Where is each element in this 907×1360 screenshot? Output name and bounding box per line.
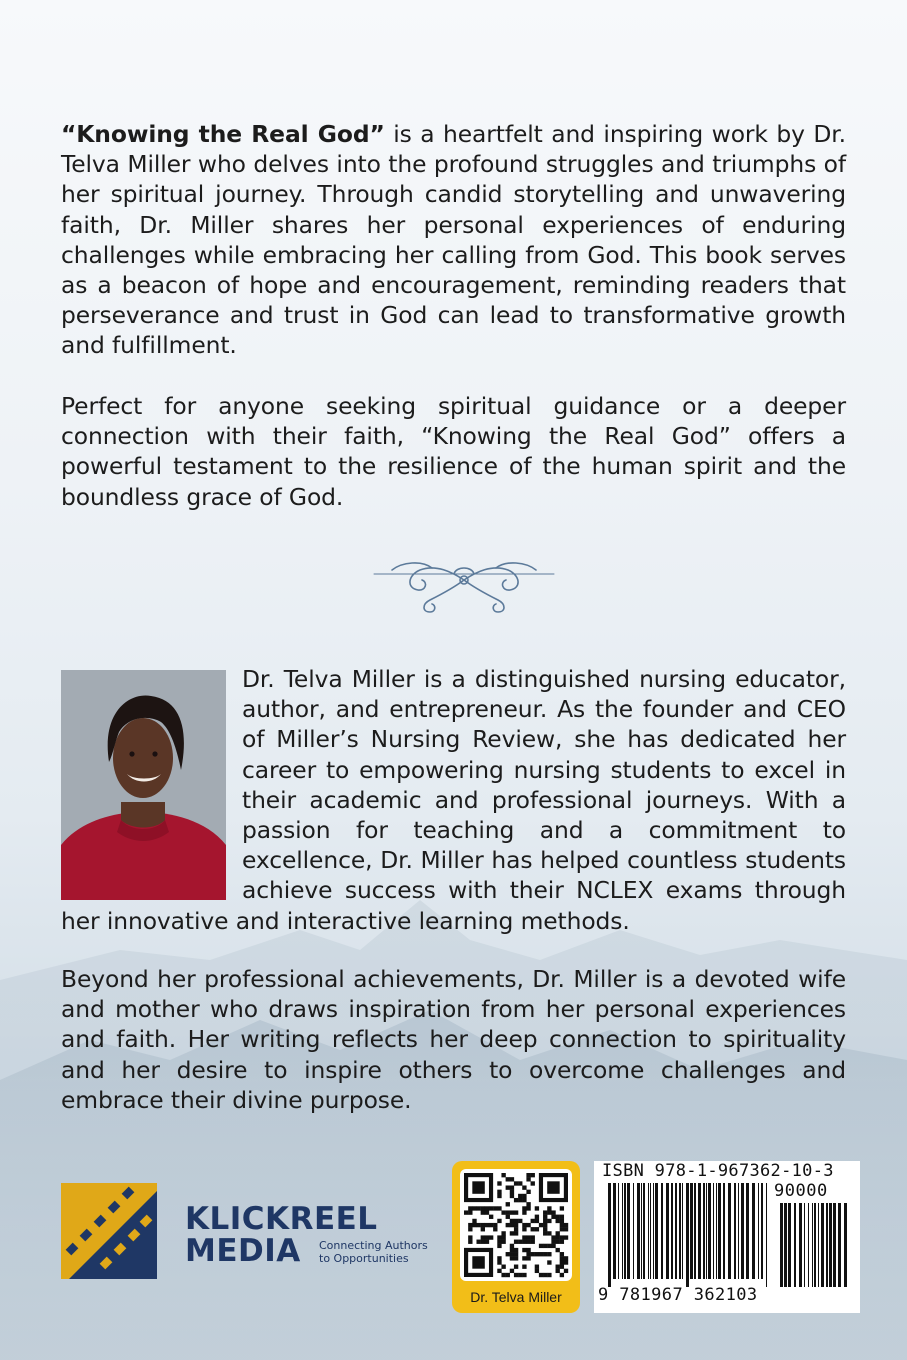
publisher-name-line1: KLICKREEL bbox=[185, 1201, 378, 1237]
isbn-label: ISBN 978-1-967362-10-3 bbox=[602, 1161, 834, 1181]
book-recommendation-paragraph: Perfect for anyone seeking spiritual guidance or a deeper connection with their faith, “Knowing the Real God” offers a powerful testament to the resilience of the human spirit and the boundless grace of God. bbox=[61, 392, 846, 511]
publisher-tagline-line2: to Opportunities bbox=[319, 1251, 409, 1265]
barcode-addon: 90000 bbox=[774, 1181, 828, 1201]
qr-code-icon[interactable] bbox=[460, 1169, 572, 1281]
publisher-logo bbox=[61, 1183, 441, 1279]
author-bio-section bbox=[61, 664, 846, 936]
ean-barcode-icon bbox=[608, 1183, 852, 1287]
qr-code-card[interactable] bbox=[452, 1161, 580, 1313]
author-photo bbox=[61, 670, 226, 900]
book-description-paragraph bbox=[61, 119, 846, 361]
book-description-body: is a heartfelt and inspiring work by Dr. Telva Miller who delves into the profound struggles and triumphs of her spiritual journey. Through candid storytelling and unwavering faith, Dr. Miller shares her personal experiences of enduring challenges while embracing her calling from God. This book serves as a beacon of hope and encouragement, reminding readers that perseverance and trust in God can lead to transformative growth and fulfillment. bbox=[61, 120, 846, 360]
publisher-tagline-line1: Connecting Authors bbox=[319, 1239, 428, 1252]
publisher-tagline bbox=[319, 1240, 449, 1265]
barcode-digits: 9 781967 362103 bbox=[598, 1285, 758, 1305]
author-portrait-icon bbox=[61, 670, 226, 900]
isbn-barcode bbox=[594, 1161, 860, 1313]
book-title-quote: “Knowing the Real God” bbox=[61, 120, 385, 148]
author-personal-paragraph: Beyond her professional achievements, Dr. Miller is a devoted wife and mother who draws inspiration from her personal experiences and faith. Her writing reflects her deep connection to spirituality and her desire to inspire others to overcome challenges and embrace their divine purpose. bbox=[61, 965, 846, 1114]
qr-label: Dr. Telva Miller bbox=[470, 1289, 562, 1305]
scroll-flourish-icon bbox=[372, 550, 556, 620]
author-bio-text: Dr. Telva Miller is a distinguished nursing educator, author, and entrepreneur. As the founder and CEO of Miller’s Nursing Review, she has dedicated her career to empowering nursing students to excel in their academic and professional journeys. With a passion for teaching and a commitment to excellence, Dr. Miller has helped countless students achieve success with their NCLEX exams through her innovative and interactive learning methods. bbox=[61, 665, 846, 935]
publisher-name-line2: MEDIA bbox=[185, 1233, 301, 1269]
film-strip-logo-icon bbox=[61, 1183, 157, 1279]
